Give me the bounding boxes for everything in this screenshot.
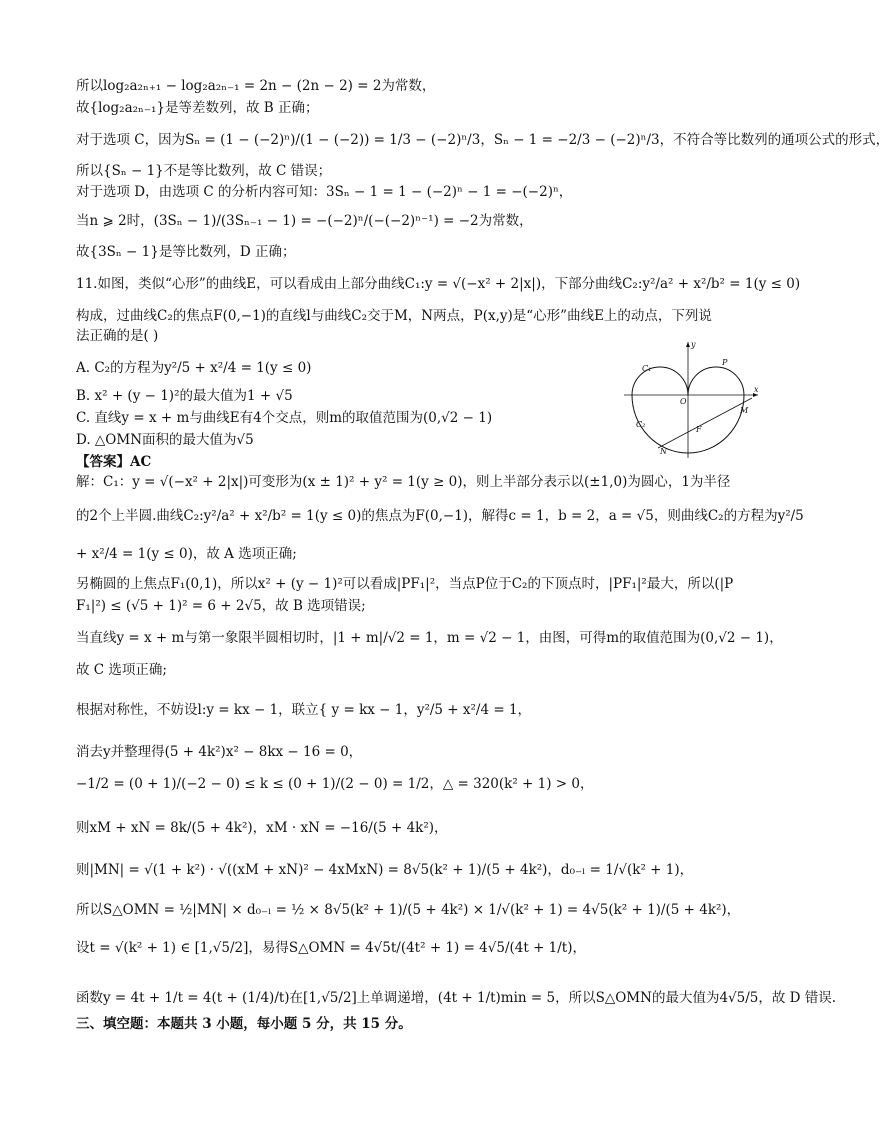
solution-line-6: 当直线y = x + m与第一象限半圆相切时，|1 + m|/√2 = 1，m = √2 − 1，由图，可得m的取值范围为(0,√2 − 1)， [76,630,783,646]
option-b: B. x² + (y − 1)²的最大值为1 + √5 [76,388,293,404]
section-heading: 三、填空题：本题共 3 小题，每小题 5 分，共 15 分。 [76,1016,412,1032]
point-f-label: F [696,425,702,434]
point-p-label: P [722,358,728,367]
solution-line-13: 所以S△OMN = ½|MN| × d₀₋ₗ = ½ × 8√5(k² + 1)/(5 + 4k²) × 1/√(k² + 1) = 4√5(k² + 1)/(5 + 4k²)， [76,902,741,918]
text-line-4: 所以{Sₙ − 1}不是等比数列，故 C 错误； [76,163,332,179]
origin-label: O [680,397,687,406]
text-line-3: 对于选项 C，因为Sₙ = (1 − (−2)ⁿ)/(1 − (−2)) = 1/3 − (−2)ⁿ/3，Sₙ − 1 = −2/3 − (−2)ⁿ/3，不符合等比数列的通项公式的形式， [76,132,889,148]
c1-label: C₁ [642,364,652,373]
option-d: D. △OMN面积的最大值为√5 [76,432,254,448]
text-line-6: 当n ⩾ 2时，(3Sₙ − 1)/(3Sₙ₋₁ − 1) = −(−2)ⁿ/(−(−2)ⁿ⁻¹) = −2为常数， [76,213,533,229]
question-11-line-2: 构成，过曲线C₂的焦点F(0,−1)的直线l与曲线C₂交于M，N两点，P(x,y)是“心形”曲线E上的动点，下列说 [76,308,712,324]
solution-line-12: 则|MN| = √(1 + k²) · √((xM + xN)² − 4xMxN) = 8√5(k² + 1)/(5 + 4k²)，d₀₋ₗ = 1/√(k² + 1)， [76,862,694,878]
solution-line-8: 根据对称性，不妨设l:y = kx − 1，联立{ y = kx − 1，y²/5 + x²/4 = 1， [76,702,532,718]
option-c: C. 直线y = x + m与曲线E有4个交点，则m的取值范围为(0,√2 − 1) [76,410,493,426]
text-line-2: 故{log₂a₂ₙ₋₁}是等差数列，故 B 正确； [76,100,319,116]
solution-line-14: 设t = √(k² + 1) ∈ [1,√5/2]，易得S△OMN = 4√5t/(4t² + 1) = 4√5/(4t + 1/t)， [76,940,587,956]
answer-label: 【答案】AC [76,454,152,470]
text-line-7: 故{3Sₙ − 1}是等比数列，D 正确； [76,244,296,260]
point-m-label: M [740,406,749,415]
point-n-label: N [660,447,667,456]
question-11-line-3: 法正确的是( ) [76,328,159,344]
solution-line-2: 的2个上半圆.曲线C₂:y²/a² + x²/b² = 1(y ≤ 0)的焦点为F(0,−1)，解得c = 1，b = 2，a = √5，则曲线C₂的方程为y²/5 [76,508,804,524]
solution-line-7: 故 C 选项正确; [76,662,167,678]
y-axis-label: y [691,340,696,349]
solution-line-5: F₁|²) ≤ (√5 + 1)² = 6 + 2√5，故 B 选项错误; [76,598,366,614]
heart-curve-diagram [620,338,762,460]
x-axis-label: x [754,385,759,394]
solution-line-10: −1/2 = (0 + 1)/(−2 − 0) ≤ k ≤ (0 + 1)/(2 − 0) = 1/2，△ = 320(k² + 1) > 0， [76,776,594,792]
solution-line-15: 函数y = 4t + 1/t = 4(t + (1/4)/t)在[1,√5/2]上单调递增，(4t + 1/t)min = 5，所以S△OMN的最大值为4√5/5，故 D 错误. [76,990,837,1006]
solution-line-1: 解：C₁：y = √(−x² + 2|x|)可变形为(x ± 1)² + y² = 1(y ≥ 0)，则上半部分表示以(±1,0)为圆心，1为半径 [76,474,731,490]
y-axis-arrow [686,342,690,347]
solution-line-4: 另椭圆的上焦点F₁(0,1)，所以x² + (y − 1)²可以看成|PF₁|²，当点P位于C₂的下顶点时，|PF₁|²最大，所以(|P [76,576,734,592]
text-line-5: 对于选项 D，由选项 C 的分析内容可知：3Sₙ − 1 = 1 − (−2)ⁿ − 1 = −(−2)ⁿ， [76,184,573,200]
solution-line-9: 消去y并整理得(5 + 4k²)x² − 8kx − 16 = 0， [76,744,363,760]
heart-curve-figure [620,338,762,460]
solution-line-3: + x²/4 = 1(y ≤ 0)，故 A 选项正确; [76,546,297,562]
line-l [658,398,752,448]
c2-label: C₂ [636,420,646,429]
solution-line-11: 则xM + xN = 8k/(5 + 4k²)，xM · xN = −16/(5 + 4k²)， [76,820,448,836]
text-line-1: 所以log₂a₂ₙ₊₁ − log₂a₂ₙ₋₁ = 2n − (2n − 2) = 2为常数， [76,78,436,94]
option-a: A. C₂的方程为y²/5 + x²/4 = 1(y ≤ 0) [76,360,312,376]
question-11-line-1: 11.如图，类似“心形”的曲线E，可以看成由上部分曲线C₁:y = √(−x² + 2|x|)，下部分曲线C₂:y²/a² + x²/b² = 1(y ≤ 0) [76,276,801,292]
